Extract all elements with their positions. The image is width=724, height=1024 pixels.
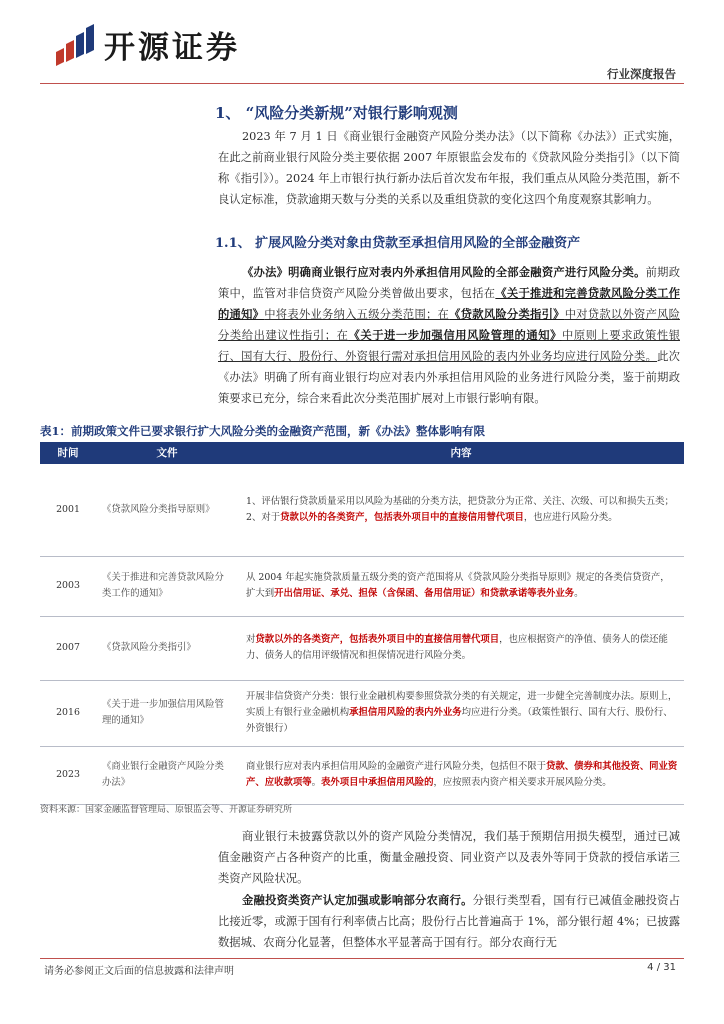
section-1-heading: 1、 “风险分类新规”对银行影响观测 bbox=[215, 104, 458, 122]
content-text: 。 bbox=[574, 588, 584, 599]
content-highlight: 开出信用证、承兑、担保（含保函、备用信用证）和贷款承诺等表外业务 bbox=[274, 588, 575, 599]
brand-name: 开源证券 bbox=[104, 30, 240, 66]
content-highlight: 承担信用风险的表内外业务 bbox=[349, 707, 462, 718]
table-row bbox=[40, 680, 684, 746]
page-number: 4 / 31 bbox=[647, 962, 676, 973]
table-source: 资料来源：国家金融监督管理局、原银监会等、开源证券研究所 bbox=[40, 805, 293, 815]
content-text: 对 bbox=[246, 634, 256, 645]
section-1-paragraph: 2023 年 7 月 1 日《商业银行金融资产风险分类办法》（以下简称《办法》）正式实施，在此之前商业银行风险分类主要依据 2007 年原银监会发布的《贷款风险分类指引》（以下简称《指引》）。2024 年上市银行执行新办法后首次发布年报，我们重点从风险分类范围，新不良认定标准，贷款逾期天数与分类的关系以及重组贷款的变化这四个角度观察其影响力。 bbox=[218, 130, 680, 206]
table-row bbox=[40, 746, 684, 804]
content-text: 2、对于 bbox=[246, 511, 281, 523]
para-lead: 《办法》明确商业银行应对表内外承担信用风险的全部金融资产进行风险分类。 bbox=[242, 265, 646, 279]
row-content bbox=[238, 616, 684, 680]
col-header-time: 时间 bbox=[40, 442, 96, 464]
footer-divider bbox=[40, 958, 684, 959]
table-row bbox=[40, 556, 684, 616]
policy-table bbox=[40, 442, 684, 805]
content-highlight: 贷款以外的各类资产，包括表外项目中的直接信用替代项目 bbox=[255, 634, 500, 645]
table-row bbox=[40, 464, 684, 556]
row-year: 2007 bbox=[40, 616, 96, 680]
row-doc: 《贷款风险分类指引》 bbox=[96, 616, 238, 680]
para-text: 中将表外业务纳入五级分类范围；在 bbox=[264, 308, 450, 321]
row-doc: 《关于进一步加强信用风险管理的通知》 bbox=[96, 680, 238, 746]
content-text: 均应进行分类。（政策性银行、国有大行、股份行、外资银行） bbox=[246, 707, 673, 734]
report-type: 行业深度报告 bbox=[607, 67, 676, 81]
content-text: 。 bbox=[311, 777, 322, 788]
para-text: 中对贷款以外资产风险分类给出建议性指引；在 bbox=[218, 308, 680, 342]
col-header-doc: 文件 bbox=[96, 442, 238, 464]
content-text: ，应按照表内资产相关要求开展风险分类。 bbox=[433, 777, 612, 788]
content-text: 开展非信贷资产分类：银行业金融机构要参照贷款分类的有关规定，进一步健全完善制度办法。原则上，实质上有银行业金融机构 bbox=[246, 691, 678, 718]
header-divider bbox=[40, 83, 684, 84]
content-highlight: 贷款、债券和其他投资、同业资产、应收款项等 bbox=[246, 761, 678, 788]
paragraph-assets: 商业银行未披露贷款以外的资产风险分类情况，我们基于预期信用损失模型，通过已减值金融资产占各种资产的比重，衡量金融投资、同业资产以及表外等同于贷款的授信承诺三类资产风险状况。 bbox=[218, 830, 680, 885]
row-doc: 《贷款风险分类指导原则》 bbox=[96, 464, 238, 556]
row-doc: 《关于推进和完善贷款风险分类工作的通知》 bbox=[96, 556, 238, 616]
policy-ref: 《贷款风险分类指引》 bbox=[449, 307, 565, 321]
row-content bbox=[238, 680, 684, 746]
paragraph-investment bbox=[218, 890, 680, 953]
content-highlight: 表外项目中承担信用风险的 bbox=[321, 777, 434, 788]
content-text: 商业银行应对表内承担信用风险的金融资产进行风险分类，包括但不限于 bbox=[246, 761, 547, 772]
para-text: 此次《办法》明确了所有商业银行均应对表内外承担信用风险的业务进行风险分类，鉴于前期政策要求已充分，综合来看此次分类范围扩展对上市银行影响有限。 bbox=[218, 350, 680, 405]
content-line: 1、评估银行贷款质量采用以风险为基础的分类方法，把贷款分为正常、关注、次级、可以和损失五类； bbox=[246, 495, 674, 507]
table-row bbox=[40, 616, 684, 680]
row-year: 2023 bbox=[40, 746, 96, 804]
content-highlight: 贷款以外的各类资产，包括表外项目中的直接信用替代项目 bbox=[280, 511, 524, 523]
policy-ref: 《关于进一步加强信用风险管理的通知》 bbox=[348, 328, 562, 342]
para-lead: 金融投资类资产认定加强或影响部分农商行。 bbox=[242, 893, 473, 907]
para-text: 前期政策中，监管对非信贷资产风险分类曾做出要求，包括在 bbox=[218, 266, 680, 300]
content-text: 从 2004 年起实施贷款质量五级分类的资产范围将从《贷款风险分类指导原则》规定的各类信贷资产，扩大到 bbox=[246, 572, 670, 599]
para-text: 分银行类型看，国有行已减值金融投资占比接近零，或源于国有行利率债占比高；股份行占比普遍高于 1%，部分银行超 4%；已披露数据城、农商分化显著，但整体水平显著高于国有行。部分农商行无 bbox=[218, 894, 680, 949]
content-text: ，也应进行风险分类。 bbox=[523, 511, 618, 523]
brand-logo-icon bbox=[52, 22, 98, 68]
section-1-1-heading: 1.1、 扩展风险分类对象由贷款至承担信用风险的全部金融资产 bbox=[215, 236, 581, 251]
col-header-content: 内容 bbox=[238, 442, 684, 464]
para-text: 中原则上要求政策性银行、国有大行、股份行、外资银行需对承担信用风险的表内外业务均应进行风险分类。 bbox=[218, 329, 680, 363]
section-1-1-paragraph bbox=[218, 262, 680, 409]
row-content bbox=[238, 556, 684, 616]
content-text: ，也应根据资产的净值、债务人的偿还能力、债务人的信用评级情况和担保情况进行风险分类。 bbox=[246, 634, 668, 661]
page-header bbox=[0, 0, 724, 80]
row-content bbox=[238, 464, 684, 556]
row-year: 2016 bbox=[40, 680, 96, 746]
row-year: 2001 bbox=[40, 464, 96, 556]
row-year: 2003 bbox=[40, 556, 96, 616]
policy-ref: 《关于推进和完善贷款风险分类工作的通知》 bbox=[218, 286, 680, 321]
table-title: 表1：前期政策文件已要求银行扩大风险分类的金融资产范围，新《办法》整体影响有限 bbox=[40, 424, 485, 438]
footer-disclaimer: 请务必参阅正文后面的信息披露和法律声明 bbox=[44, 966, 234, 977]
table-header-row bbox=[40, 442, 684, 464]
row-doc: 《商业银行金融资产风险分类办法》 bbox=[96, 746, 238, 804]
row-content bbox=[238, 746, 684, 804]
